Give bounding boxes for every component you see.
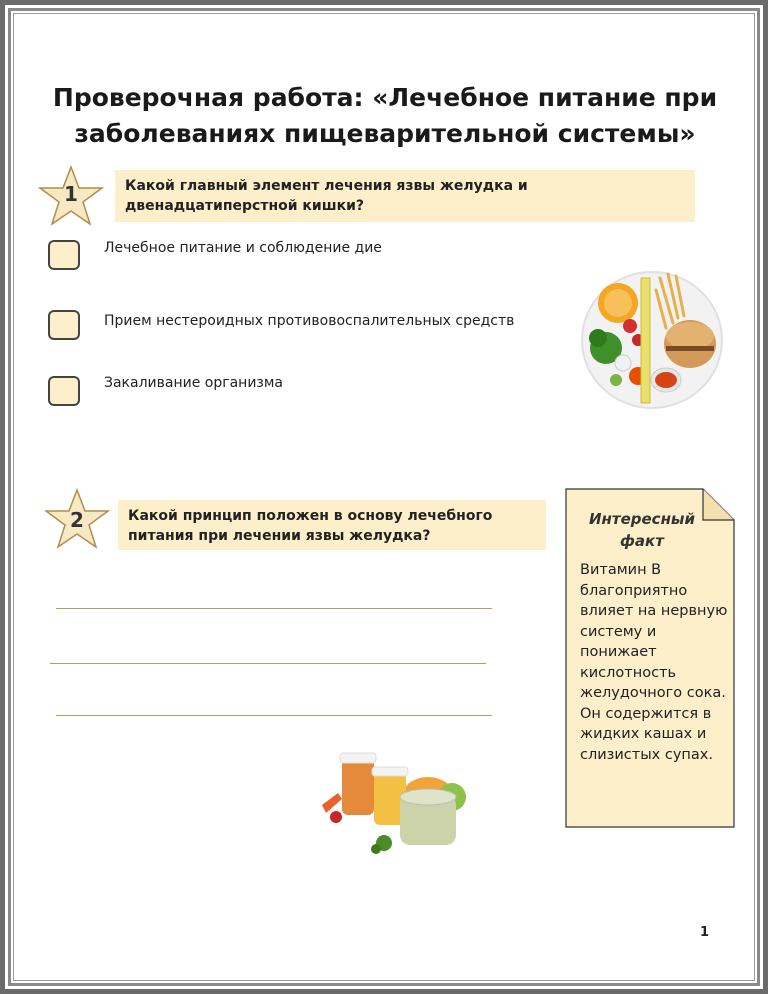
question-1-number: 1 (64, 182, 78, 206)
star-icon (38, 165, 104, 227)
question-2-text: Какой принцип положен в основу лечебного питания при лечении язвы желудка? (118, 500, 546, 550)
page-title: Проверочная работа: «Лечебное питание при заболеваниях пищеварительной системы» (52, 83, 718, 148)
star-icon (44, 488, 110, 550)
food-jars-image (318, 745, 468, 860)
answer-line[interactable] (56, 715, 492, 716)
option-1-checkbox[interactable] (48, 240, 80, 270)
option-2-label: Прием нестероидных противовоспалительных средств (104, 313, 515, 329)
answer-line[interactable] (56, 608, 492, 609)
question-2-number: 2 (70, 508, 84, 532)
question-1-text: Какой главный элемент лечения язвы желудка и двенадцатиперстной кишки? (115, 170, 695, 222)
option-3-label: Закаливание организма (104, 375, 284, 391)
option-2-checkbox[interactable] (48, 310, 80, 340)
healthy-plate-image (578, 268, 728, 413)
answer-line[interactable] (50, 663, 486, 664)
page-number: 1 (700, 925, 710, 940)
option-1-label: Лечебное питание и соблюдение дие (104, 240, 382, 256)
fact-text: Витамин B благоприятно влияет на нервную систему и понижает кислотность желудочного сока. Он содержится в жидких кашах и слизистых супах. (580, 562, 728, 763)
option-3-checkbox[interactable] (48, 376, 80, 406)
fact-title: Интересный факт (588, 510, 696, 550)
